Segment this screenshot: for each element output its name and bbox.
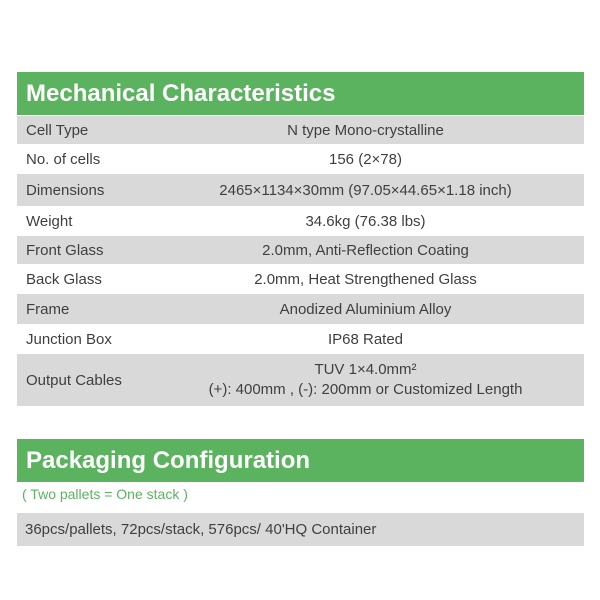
spec-label: Output Cables — [26, 371, 122, 389]
packaging-detail: 36pcs/pallets, 72pcs/stack, 576pcs/ 40'HQ Container — [25, 521, 377, 538]
mechanical-characteristics-header — [17, 72, 584, 115]
spec-value: 2.0mm, Heat Strengthened Glass — [254, 270, 477, 288]
spec-value: 34.6kg (76.38 lbs) — [305, 212, 426, 230]
spec-label: Back Glass — [26, 270, 102, 288]
spec-value: 156 (2×78) — [329, 150, 402, 168]
spec-value: N type Mono-crystalline — [287, 121, 444, 139]
spec-row-front-glass — [17, 236, 584, 264]
spec-value: 2.0mm, Anti-Reflection Coating — [262, 241, 469, 259]
packaging-configuration-title: Packaging Configuration — [26, 446, 311, 474]
spec-label: Weight — [26, 212, 73, 230]
spec-row-cell-type — [17, 116, 584, 144]
spec-label: Front Glass — [26, 241, 104, 259]
mechanical-characteristics-title: Mechanical Characteristics — [26, 79, 336, 107]
spec-row-junction-box — [17, 324, 584, 354]
spec-value — [177, 360, 584, 400]
spec-row-frame — [17, 294, 584, 324]
spec-value: 2465×1134×30mm (97.05×44.65×1.18 inch) — [219, 181, 512, 199]
spec-label: Dimensions — [26, 181, 105, 199]
spec-value-line: TUV 1×4.0mm² — [314, 361, 417, 378]
packaging-note: ( Two pallets = One stack ) — [22, 486, 188, 502]
spec-label: No. of cells — [26, 150, 101, 168]
spec-value: Anodized Aluminium Alloy — [279, 300, 452, 318]
spec-row-dimensions — [17, 174, 584, 206]
spec-label: Cell Type — [26, 121, 89, 139]
spec-value-line: (+): 400mm , (-): 200mm or Customized Length — [208, 381, 523, 398]
spec-row-no-of-cells — [17, 144, 584, 174]
packaging-configuration-header — [17, 439, 584, 482]
spec-label: Frame — [26, 300, 70, 318]
spec-label: Junction Box — [26, 330, 112, 348]
spec-row-weight — [17, 206, 584, 236]
spec-value: IP68 Rated — [327, 330, 404, 348]
spec-row-output-cables — [17, 354, 584, 406]
packaging-detail-row — [17, 513, 584, 546]
spec-row-back-glass — [17, 264, 584, 294]
